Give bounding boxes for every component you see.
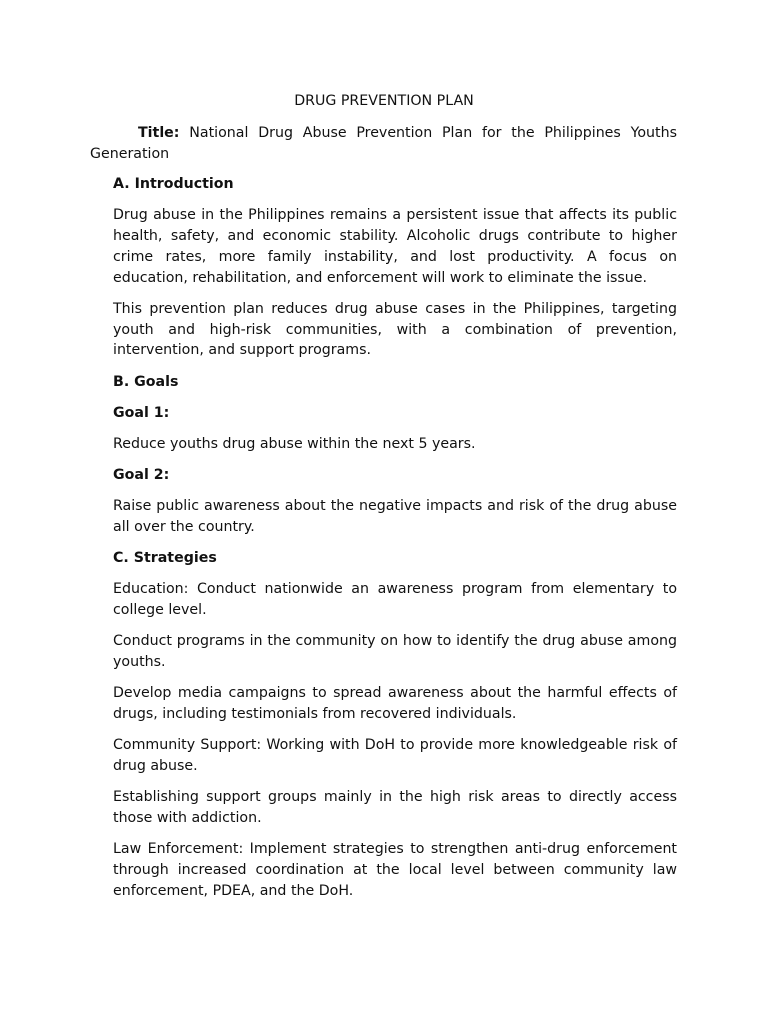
goals-heading: B. Goals [113,373,179,390]
strategy-paragraph: Education: Conduct nationwide an awareness program from elementary to college level. [113,581,677,619]
document-heading: DRUG PREVENTION PLAN [294,93,474,109]
goal-text: Raise public awareness about the negative impacts and risk of the drug abuse all over the country. [113,498,677,536]
document-body [113,174,677,912]
strategy-paragraph: Conduct programs in the community on how to identify the drug abuse among youths. [113,633,677,671]
strategy-paragraph: Law Enforcement: Implement strategies to strengthen anti-drug enforcement through increased coordination at the local level between community law enforcement, PDEA, and the DoH. [113,841,677,899]
goal-label: Goal 2: [113,467,170,484]
introduction-heading: A. Introduction [113,176,234,192]
strategy-paragraph: Community Support: Working with DoH to provide more knowledgeable risk of drug abuse. [113,737,677,775]
goal-text: Reduce youths drug abuse within the next 5 years. [113,435,476,452]
title-label: Title: [138,125,180,141]
title-text: National Drug Abuse Prevention Plan for the Philippines Youths Generation [90,125,677,162]
strategy-paragraph: Establishing support groups mainly in the high risk areas to directly access those with addiction. [113,789,677,827]
document-title-line [90,123,677,165]
introduction-paragraph: This prevention plan reduces drug abuse cases in the Philippines, targeting youth and high-risk communities, with a combination of prevention, intervention, and support programs. [113,300,677,359]
strategy-paragraph: Develop media campaigns to spread awareness about the harmful effects of drugs, including testimonials from recovered individuals. [113,685,677,723]
introduction-paragraph: Drug abuse in the Philippines remains a persistent issue that affects its public health, safety, and economic stability. Alcoholic drugs contribute to higher crime rates, more family instability, and lost productivity. A focus on education, rehabilitation, and enforcement will work to eliminate the issue. [113,207,677,286]
goal-label: Goal 1: [113,404,170,421]
strategies-heading: C. Strategies [113,550,217,567]
